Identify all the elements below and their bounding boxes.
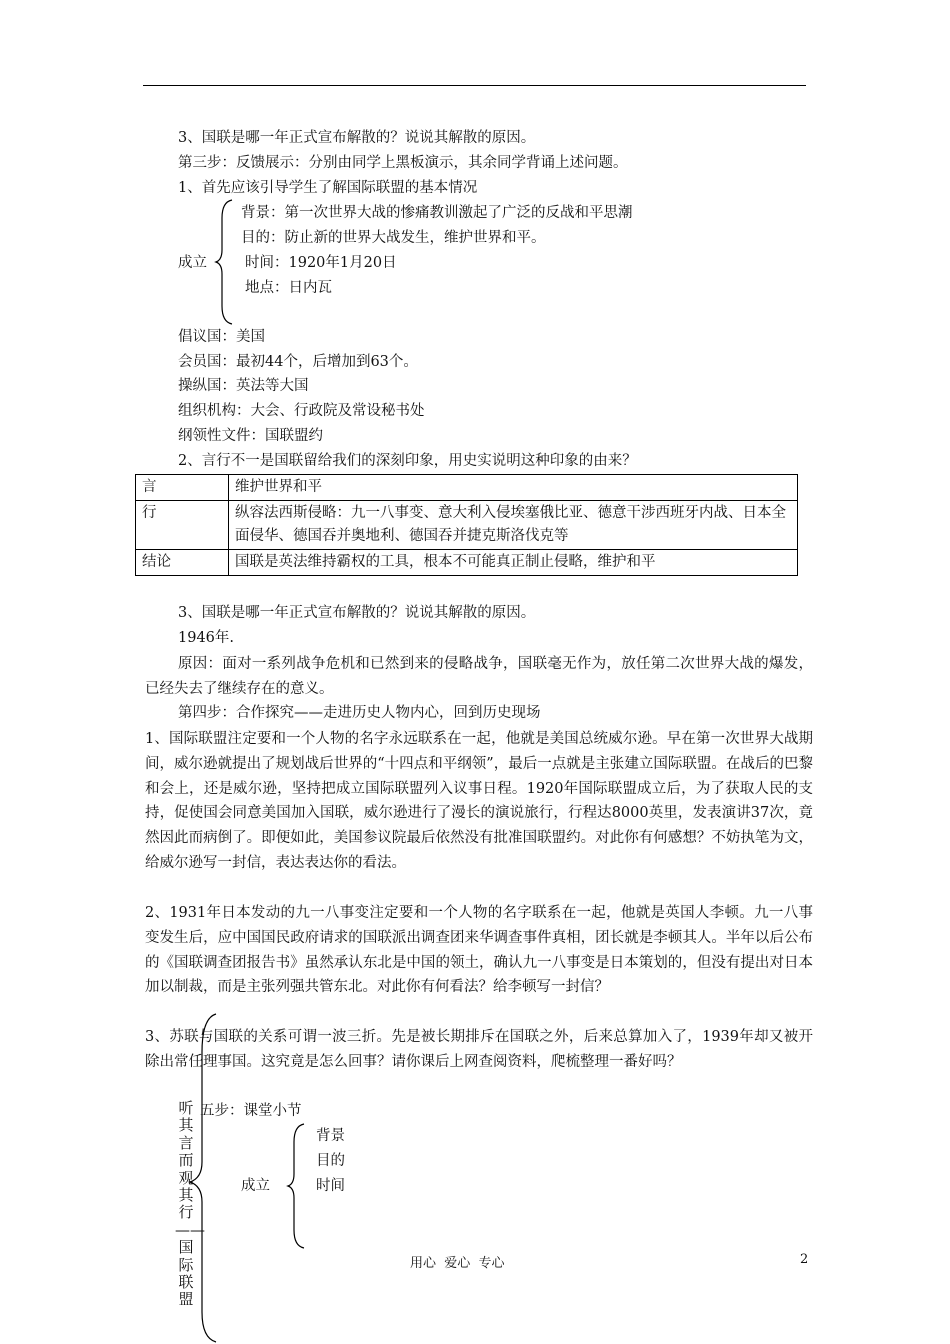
footer-motto: 用心 爱心 专心 bbox=[410, 1256, 505, 1271]
summary-establish-label: 成立 bbox=[241, 1178, 270, 1194]
step-5-heading: 五步：课堂小节 bbox=[200, 1103, 302, 1119]
step-3-heading: 第三步：反馈展示：分别由同学上黑板演示，其余同学背诵上述问题。 bbox=[178, 155, 628, 171]
establish-place: 地点：日内瓦 bbox=[245, 280, 332, 296]
table-row bbox=[136, 475, 798, 501]
table-row bbox=[136, 550, 798, 576]
table-cell-value: 纵容法西斯侵略：九一八事变、意大利入侵埃塞俄比亚、德意干涉西班牙内战、日本全面侵华、德国吞并奥地利、德国吞并捷克斯洛伐克等 bbox=[229, 501, 798, 550]
step-4-heading: 第四步：合作探究——走进历史人物内心，回到历史现场 bbox=[178, 705, 541, 721]
page-number: 2 bbox=[800, 1252, 809, 1267]
summary-vertical-title: 听其言而观其行——国际联盟 bbox=[175, 1099, 205, 1309]
header-rule bbox=[143, 85, 806, 86]
dissolution-year: 1946年. bbox=[178, 630, 235, 646]
paragraph-wilson: 1、国际联盟注定要和一个人物的名字永远联系在一起，他就是美国总统威尔逊。早在第一次世界大战期间，威尔逊就提出了规划战后世界的“十四点和平纲领”，最后一点就是主张建立国际联盟。在战后的巴黎和会上，还是威尔逊，坚持把成立国际联盟列入议事日程。1920年国际联盟成立后，为了获取人民的支持，促使国会同意美国加入国联，威尔逊进行了漫长的演说旅行，行程达8000英里，发表演讲37次，竟然因此而病倒了。即便如此，美国参议院最后依然没有批准国联盟约。对此你有何感想？不妨执笔为文，给威尔逊写一封信，表达表达你的看法。 bbox=[145, 731, 813, 871]
establish-purpose: 目的：防止新的世界大战发生，维护世界和平。 bbox=[241, 230, 546, 246]
table-cell-key: 结论 bbox=[136, 550, 229, 576]
fact-covenant: 纲领性文件：国联盟约 bbox=[178, 428, 323, 444]
establish-brace bbox=[214, 198, 234, 326]
dissolution-reason: 原因：面对一系列战争危机和已然到来的侵略战争，国联毫无作为，放任第二次世界大战的爆发，已经失去了继续存在的意义。 bbox=[145, 656, 813, 697]
fact-initiator: 倡议国：美国 bbox=[178, 329, 265, 345]
establish-time: 时间：1920年1月20日 bbox=[245, 255, 397, 271]
summary-item-time: 时间 bbox=[316, 1178, 345, 1194]
words-deeds-table bbox=[135, 474, 798, 576]
fact-controllers: 操纵国：英法等大国 bbox=[178, 378, 309, 394]
paragraph-lytton: 2、1931年日本发动的九一八事变注定要和一个人物的名字联系在一起，他就是英国人李顿。九一八事变发生后，应中国国民政府请求的国联派出调查团来华调查事件真相，团长就是李顿其人。半年以后公布的《国联调查团报告书》虽然承认东北是中国的领土，确认九一八事变是日本策划的，但没有提出对日本加以制裁，而是主张列强共管东北。对此你有何看法？给李顿写一封信？ bbox=[145, 905, 813, 996]
summary-establish-brace bbox=[286, 1122, 306, 1250]
question-3-repeat: 3、国联是哪一年正式宣布解散的？说说其解散的原因。 bbox=[178, 605, 536, 621]
table-cell-value: 国联是英法维持霸权的工具，根本不可能真正制止侵略，维护和平 bbox=[229, 550, 798, 576]
summary-item-purpose: 目的 bbox=[316, 1153, 345, 1169]
question-3: 3、国联是哪一年正式宣布解散的？说说其解散的原因。 bbox=[178, 130, 536, 146]
table-cell-value: 维护世界和平 bbox=[229, 475, 798, 501]
table-cell-key: 行 bbox=[136, 501, 229, 550]
paragraph-soviet: 3、苏联与国联的关系可谓一波三折。先是被长期排斥在国联之外，后来总算加入了，1939年却又被开除出常任理事国。这究竟是怎么回事？请你课后上网查阅资料，爬梳整理一番好吗？ bbox=[145, 1029, 813, 1070]
fact-members: 会员国：最初44个，后增加到63个。 bbox=[178, 354, 418, 370]
summary-item-background: 背景 bbox=[316, 1128, 345, 1144]
item-1-heading: 1、首先应该引导学生了解国际联盟的基本情况 bbox=[178, 180, 478, 196]
question-2: 2、言行不一是国联留给我们的深刻印象，用史实说明这种印象的由来？ bbox=[178, 453, 637, 469]
table-cell-key: 言 bbox=[136, 475, 229, 501]
establish-background: 背景：第一次世界大战的惨痛教训激起了广泛的反战和平思潮 bbox=[241, 205, 633, 221]
establish-label: 成立 bbox=[178, 255, 207, 271]
table-row bbox=[136, 501, 798, 550]
fact-organs: 组织机构：大会、行政院及常设秘书处 bbox=[178, 403, 425, 419]
